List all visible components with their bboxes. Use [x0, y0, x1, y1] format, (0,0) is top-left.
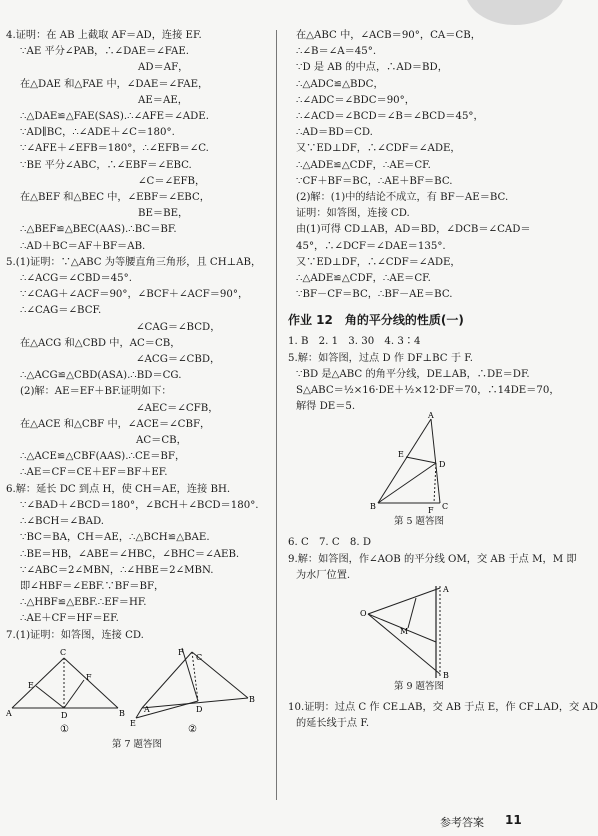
svg-text:F: F: [178, 647, 184, 657]
text-line: 在△ABC 中，∠ACB＝90°，CA＝CB，: [296, 30, 481, 41]
figure-number: ②: [188, 723, 197, 735]
text-line: 解得 DE＝5.: [296, 401, 356, 413]
text-line: ∴△HBF≌△EBF.∴EF＝HF.: [20, 597, 147, 609]
text-line: ∴AE＝CF＝CE＋EF＝BF＋EF.: [20, 467, 168, 479]
figure-caption: 第 9 题答图: [393, 681, 445, 693]
svg-text:E: E: [28, 680, 34, 690]
text-line: ∴△DAE≌△FAE(SAS).∴∠AFE＝∠ADE.: [20, 111, 209, 123]
text-line: S△ABC＝½×16·DE＋½×12·DF＝70，∴14DE＝70，: [296, 385, 560, 397]
text-line: ∴AD＝BD＝CD.: [296, 127, 373, 139]
text-line: 6. C 7. C 8. D: [288, 537, 372, 549]
text-line: ∵AD∥BC，∴∠ADE＋∠C＝180°.: [20, 127, 175, 139]
text-line: 证明：如答图，连接 CD.: [296, 208, 410, 220]
text-line: (2)解：AE＝EF＋BF.证明如下：: [20, 386, 172, 398]
text-line: ∵BF－CF＝BC，∴BF－AE＝BC.: [296, 289, 453, 301]
svg-text:B: B: [249, 694, 255, 704]
text-line: (2)解：(1)中的结论不成立，有 BF－AE＝BC.: [296, 192, 509, 204]
text-line: 1. B 2. 1 3. 30 4. 3∶4: [288, 336, 421, 348]
text-line: 在△ACG 和△CBD 中，AC＝CB，: [20, 337, 181, 349]
figure-9-diagram: [288, 584, 550, 680]
footer-label: 参考答案: [440, 816, 484, 829]
text-line: 5.解：如答图，过点 D 作 DF⊥BC 于 F.: [288, 352, 473, 364]
text-line: ∠ACG＝∠CBD，: [136, 354, 221, 366]
svg-text:A: A: [443, 585, 449, 595]
text-line: ∠C＝∠EFB，: [138, 175, 206, 187]
text-line: ∴∠ACD＝∠BCD＝∠B＝∠BCD＝45°，: [296, 111, 484, 123]
svg-text:C: C: [196, 652, 203, 662]
right-column: [288, 28, 598, 732]
text-line: ∴△ADE≌△CDF，∴AE＝CF.: [296, 273, 431, 285]
text-line: 9.解：如答图，作∠AOB 的平分线 OM，交 AB 于点 M，M 即: [288, 553, 577, 565]
page-corner-decoration: [465, 0, 565, 25]
svg-text:D: D: [61, 710, 68, 720]
svg-text:C: C: [60, 647, 67, 657]
text-line: ∠AEC＝∠CFB，: [136, 402, 219, 414]
text-line: 4.证明：在 AB 上截取 AF＝AD，连接 EF.: [6, 30, 202, 41]
svg-text:F: F: [86, 672, 92, 682]
svg-text:B: B: [443, 671, 449, 681]
svg-text:B: B: [370, 502, 376, 512]
text-line: 即∠HBF＝∠EBF.∵BF＝BF，: [20, 580, 165, 592]
text-line: ∴∠CAG＝∠BCF.: [20, 305, 102, 317]
text-line: AE＝AE，: [138, 94, 188, 106]
text-line: 在△ACE 和△CBF 中，∠ACE＝∠CBF，: [20, 418, 211, 430]
svg-text:C: C: [442, 502, 449, 512]
svg-text:M: M: [400, 627, 409, 637]
text-line: 5.(1)证明：∵△ABC 为等腰直角三角形，且 CH⊥AB，: [6, 256, 262, 268]
text-line: 在△BEF 和△BEC 中，∠EBF＝∠EBC，: [20, 192, 210, 204]
text-line: ∴△ADC≌△BDC，: [296, 78, 384, 90]
section-title: 作业 12 角的平分线的性质(一): [288, 313, 464, 328]
text-line: ∵CF＋BF＝BC，∴AE＋BF＝BC.: [296, 175, 453, 187]
text-line: ∴∠ADC＝∠BDC＝90°，: [296, 94, 415, 106]
text-line: ∵BD 是△ABC 的角平分线，DE⊥AB，∴DE＝DF.: [296, 368, 530, 380]
text-line: 7.(1)证明：如答图，连接 CD.: [6, 629, 144, 641]
svg-text:D: D: [439, 460, 446, 470]
svg-text:E: E: [130, 718, 136, 728]
figure-7-diagram-2: [130, 646, 255, 738]
text-line: 10.证明：过点 C 作 CE⊥AB，交 AB 于点 E，作 CF⊥AD，交 AD: [288, 702, 598, 714]
text-line: ∵∠ABC＝2∠MBN，∴∠HBE＝2∠MBN.: [20, 564, 214, 576]
text-line: 6.解：延长 DC 到点 H，使 CH＝AE，连接 BH.: [6, 483, 231, 495]
svg-text:O: O: [360, 609, 367, 619]
figure-5-diagram: [288, 411, 550, 516]
text-line: ∵BC＝BA，CH＝AE，∴△BCH≌△BAE.: [20, 532, 210, 544]
text-line: ∴∠B＝∠A＝45°.: [296, 46, 377, 58]
text-line: 45°，∴∠DCF＝∠DAE＝135°.: [296, 240, 446, 252]
text-line: 由(1)可得 CD⊥AB，AD＝BD，∠DCB＝∠CAD＝: [296, 224, 531, 236]
text-line: ∵D 是 AB 的中点，∴AD＝BD，: [296, 62, 448, 74]
text-line: ∵AE 平分∠PAB，∴∠DAE＝∠FAE.: [20, 46, 189, 58]
svg-text:F: F: [428, 506, 434, 516]
text-line: ∵BE 平分∠ABC，∴∠EBF＝∠EBC.: [20, 159, 192, 171]
text-line: 又∵ED⊥DF，∴∠CDF＝∠ADE，: [296, 256, 461, 268]
text-line: ∵∠BAD＋∠BCD＝180°，∠BCH＋∠BCD＝180°.: [20, 499, 259, 511]
text-line: ∴△ACG≌△CBD(ASA).∴BD＝CG.: [20, 370, 182, 382]
text-line: ∴BE＝HB，∠ABE＝∠HBC，∠BHC＝∠AEB.: [20, 548, 240, 560]
text-line: 的延长线于点 F.: [296, 718, 370, 730]
figure-number: ①: [60, 723, 69, 735]
svg-text:E: E: [398, 450, 404, 460]
svg-text:A: A: [428, 411, 434, 421]
text-line: 为水厂位置.: [296, 569, 351, 581]
text-line: ∴∠BCH＝∠BAD.: [20, 516, 104, 528]
text-line: ∵∠AFE＋∠EFB＝180°，∴∠EFB＝∠C.: [20, 143, 209, 155]
text-line: 在△DAE 和△FAE 中，∠DAE＝∠FAE，: [20, 78, 209, 90]
figure-7: [6, 646, 268, 738]
text-line: ∴AD＋BC＝AF＋BF＝AB.: [20, 240, 146, 252]
figure-caption: 第 5 题答图: [393, 516, 445, 528]
page-number: 11: [505, 813, 522, 827]
text-line: ∵∠CAG＋∠ACF＝90°，∠BCF＋∠ACF＝90°，: [20, 289, 249, 301]
figure-7-diagram-1: [6, 646, 124, 738]
text-line: ∴AE＋CF＝HF＝EF.: [20, 613, 119, 625]
text-line: ∴△ACE≌△CBF(AAS).∴CE＝BF，: [20, 451, 186, 463]
left-column: [6, 28, 268, 752]
svg-text:A: A: [144, 704, 150, 714]
column-divider: [276, 30, 277, 800]
figure-caption: 第 7 题答图: [111, 738, 163, 750]
svg-text:B: B: [119, 708, 125, 718]
svg-text:A: A: [6, 708, 12, 718]
text-line: AC＝CB，: [136, 435, 187, 447]
text-line: AD＝AF，: [138, 62, 189, 74]
text-line: ∴△ADE≌△CDF，∴AE＝CF.: [296, 159, 431, 171]
text-line: 又∵ED⊥DF，∴∠CDF＝∠ADE，: [296, 143, 461, 155]
text-line: ∠CAG＝∠BCD，: [136, 321, 221, 333]
svg-text:D: D: [196, 704, 203, 714]
text-line: ∴∠ACG＝∠CBD＝45°.: [20, 273, 132, 285]
text-line: BE＝BE，: [138, 208, 189, 220]
text-line: ∴△BEF≌△BEC(AAS).∴BC＝BF.: [20, 224, 177, 236]
